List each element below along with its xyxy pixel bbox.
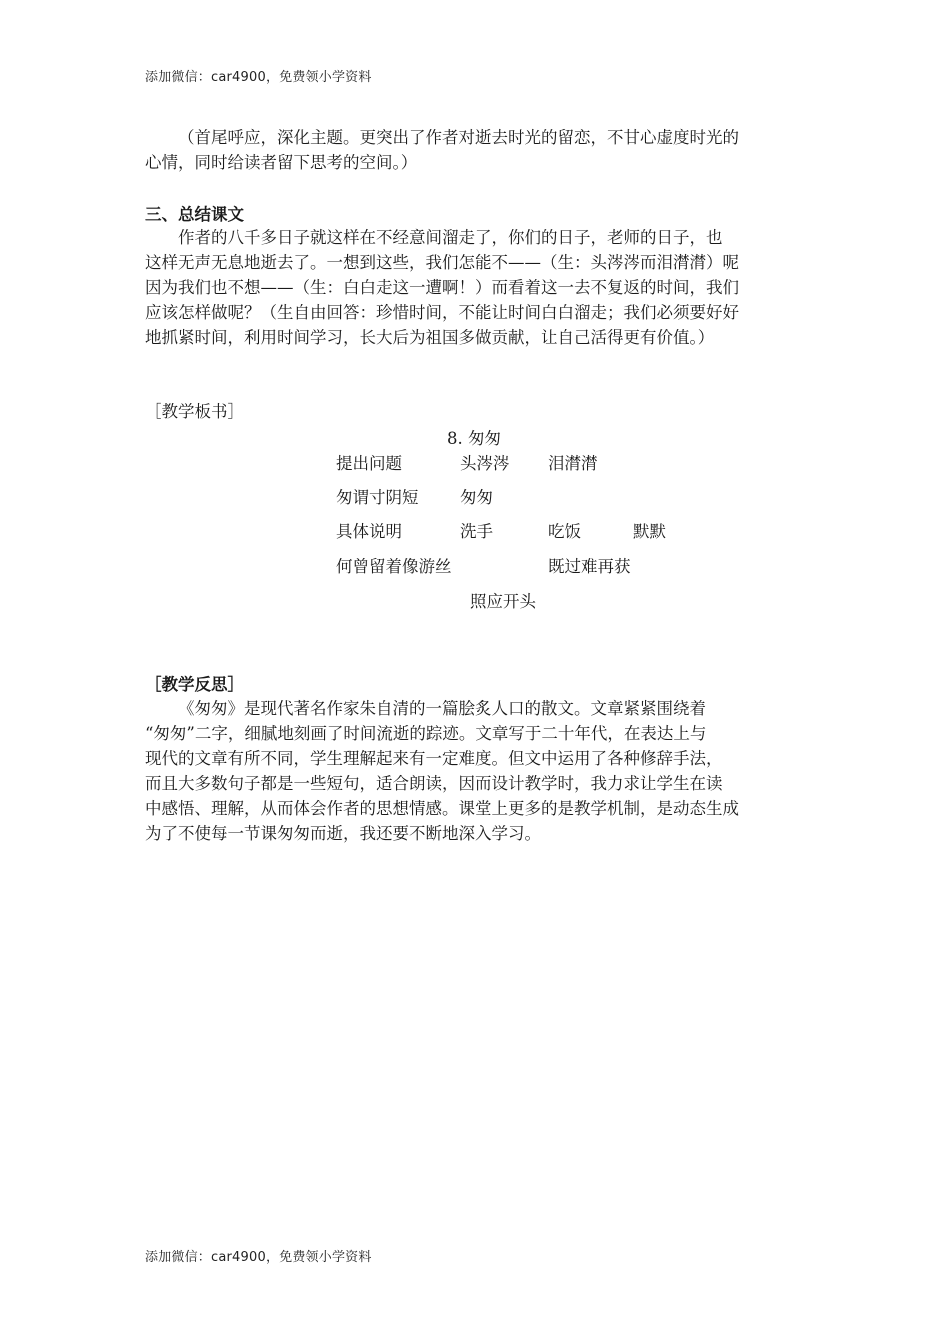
board-row2-topic: 匆谓寸阴短 bbox=[336, 488, 419, 507]
summary-line-2: 这样无声无息地逝去了。一想到这些，我们怎能不——（生：头涔涔而泪潸潸）呢 bbox=[145, 253, 739, 272]
reflection-line-5: 中感悟、理解，从而体会作者的思想情感。课堂上更多的是教学机制，是动态生成 bbox=[145, 799, 739, 818]
reflection-line-4: 而且大多数句子都是一些短句，适合朗读，因而设计教学时，我力求让学生在读 bbox=[145, 774, 723, 793]
reflection-line-2: “匆匆”二字，细腻地刻画了时间流逝的踪迹。文章写于二十年代，在表达上与 bbox=[145, 724, 707, 743]
board-row1-word-b: 泪潸潸 bbox=[548, 454, 598, 473]
board-row3-word-c: 默默 bbox=[633, 522, 666, 541]
summary-line-3: 因为我们也不想——（生：白白走这一遭啊！）而看着这一去不复返的时间，我们 bbox=[145, 278, 739, 297]
reflection-line-1: 《匆匆》是现代著名作家朱自清的一篇脍炙人口的散文。文章紧紧围绕着 bbox=[178, 699, 706, 718]
summary-line-5: 地抓紧时间，利用时间学习，长大后为祖国多做贡献，让自己活得更有价值。） bbox=[145, 328, 715, 347]
summary-line-4: 应该怎样做呢？（生自由回答：珍惜时间，不能让时间白白溜走；我们必须要好好 bbox=[145, 303, 739, 322]
board-row4-topic: 何曾留着像游丝 bbox=[336, 557, 452, 576]
board-row3-word-b: 吃饭 bbox=[548, 522, 581, 541]
intro-line-2: 心情，同时给读者留下思考的空间。） bbox=[145, 153, 418, 172]
board-row4-word-b: 既过难再获 bbox=[548, 557, 631, 576]
board-label: ［教学板书］ bbox=[145, 402, 244, 421]
page-footer: 添加微信：car4900，免费领小学资料 bbox=[145, 1250, 372, 1265]
reflection-heading: ［教学反思］ bbox=[145, 675, 244, 694]
summary-heading: 三、总结课文 bbox=[145, 205, 244, 224]
board-row3-word-a: 洗手 bbox=[460, 522, 493, 541]
intro-line-1: （首尾呼应，深化主题。更突出了作者对逝去时光的留恋，不甘心虚度时光的 bbox=[178, 128, 739, 147]
board-row3-topic: 具体说明 bbox=[336, 522, 402, 541]
page-header: 添加微信：car4900，免费领小学资料 bbox=[145, 70, 372, 85]
board-row5-conclusion: 照应开头 bbox=[470, 592, 536, 611]
reflection-line-3: 现代的文章有所不同，学生理解起来有一定难度。但文中运用了各种修辞手法， bbox=[145, 749, 723, 768]
summary-line-1: 作者的八千多日子就这样在不经意间溜走了，你们的日子，老师的日子，也 bbox=[178, 228, 723, 247]
board-row1-word-a: 头涔涔 bbox=[460, 454, 510, 473]
board-row2-word-a: 匆匆 bbox=[460, 488, 493, 507]
reflection-line-6: 为了不使每一节课匆匆而逝，我还要不断地深入学习。 bbox=[145, 824, 541, 843]
board-row1-topic: 提出问题 bbox=[336, 454, 402, 473]
board-title: 8. 匆匆 bbox=[447, 429, 501, 448]
